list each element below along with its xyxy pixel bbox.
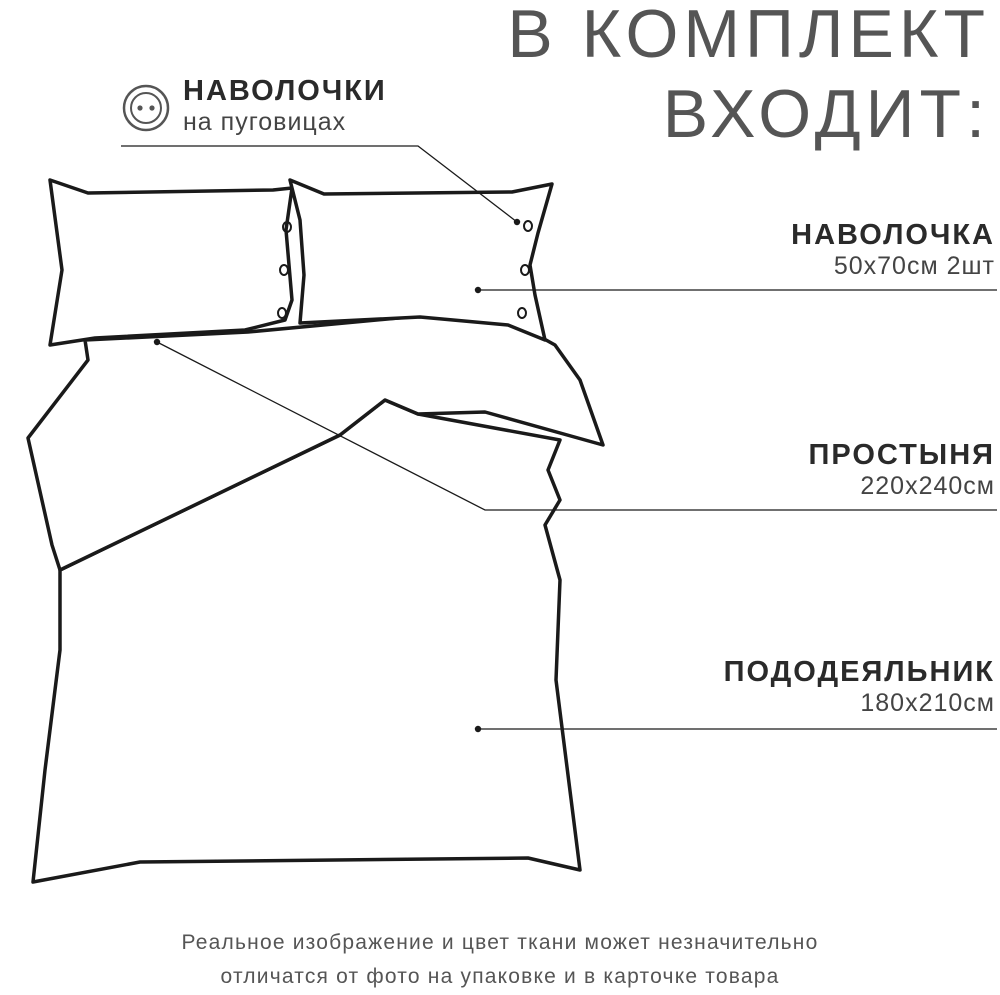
page-title-line-2: ВХОДИТ: (662, 76, 990, 152)
item-duvet-cover-size: 180х210см (860, 688, 995, 717)
callout-dot (154, 339, 160, 345)
disclaimer (0, 926, 1000, 993)
page-title-line-1: В КОМПЛЕКТ (507, 0, 990, 72)
disclaimer-line-1: Реальное изображение и цвет ткани может незначительно (181, 931, 819, 954)
item-sheet-size: 220х240см (860, 471, 995, 500)
disclaimer-line-2: отличатся от фото на упаковке и в карточке товара (220, 964, 780, 988)
buttons-note-detail: на пуговицах (183, 107, 347, 136)
pillow-right-outline (290, 180, 552, 340)
item-duvet-cover-name: ПОДОДЕЯЛЬНИК (723, 656, 995, 688)
item-pillowcase-name: НАВОЛОЧКА (791, 219, 995, 251)
callout-dot (475, 287, 481, 293)
pillow-left-outline (50, 180, 292, 345)
callout-dot (475, 726, 481, 732)
callout-dot (514, 219, 520, 225)
buttons-note-name: НАВОЛОЧКИ (183, 75, 387, 107)
item-sheet-name: ПРОСТЫНЯ (808, 439, 995, 471)
item-pillowcase-size: 50х70см 2шт (833, 251, 995, 280)
